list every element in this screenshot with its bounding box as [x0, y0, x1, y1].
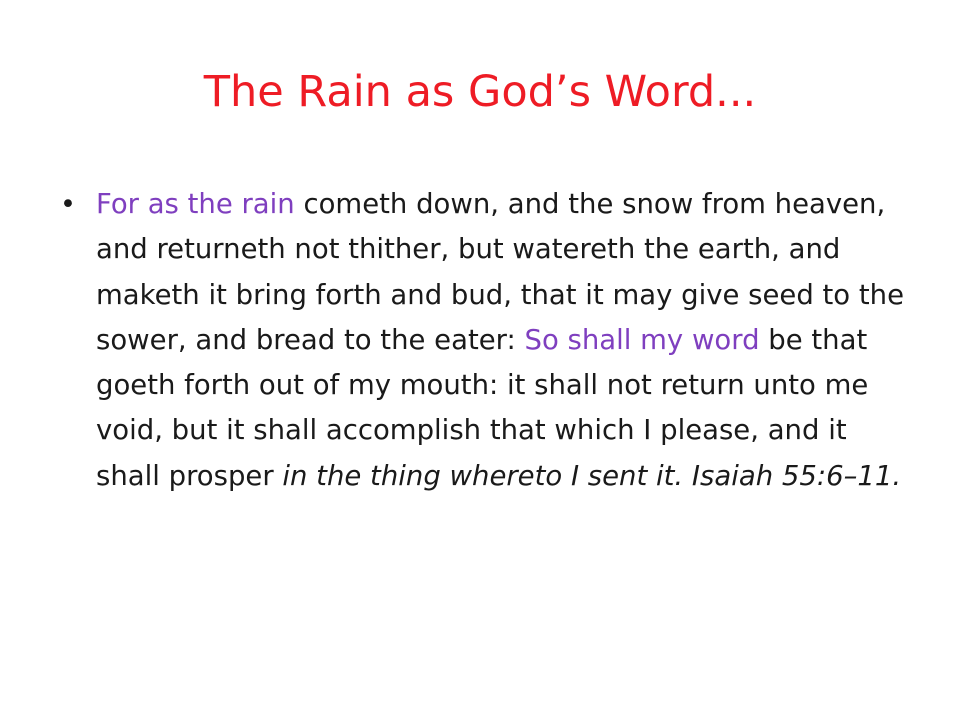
- slide-title: The Rain as God’s Word...: [203, 67, 757, 117]
- scripture-bullet: [58, 182, 908, 499]
- verse-citation-italic: in the thing whereto I sent it. Isaiah 55:6–11.: [282, 459, 902, 492]
- highlight-word-phrase: So shall my word: [524, 323, 760, 356]
- bullet-marker: •: [60, 189, 76, 220]
- highlight-rain-phrase: For as the rain: [96, 188, 295, 220]
- bullet-list: [58, 182, 908, 499]
- verse-text-part-1: cometh down, and the snow from heaven, and returneth not thither, but watereth the earth, and maketh it bring forth and bud, that it may give seed to the sower, and bread to the eater:: [96, 188, 905, 356]
- verse-text-part-2: be that goeth forth out of my mouth: it shall not return unto me void, but it shall accomplish that which I please, and it shall prosper: [96, 323, 869, 492]
